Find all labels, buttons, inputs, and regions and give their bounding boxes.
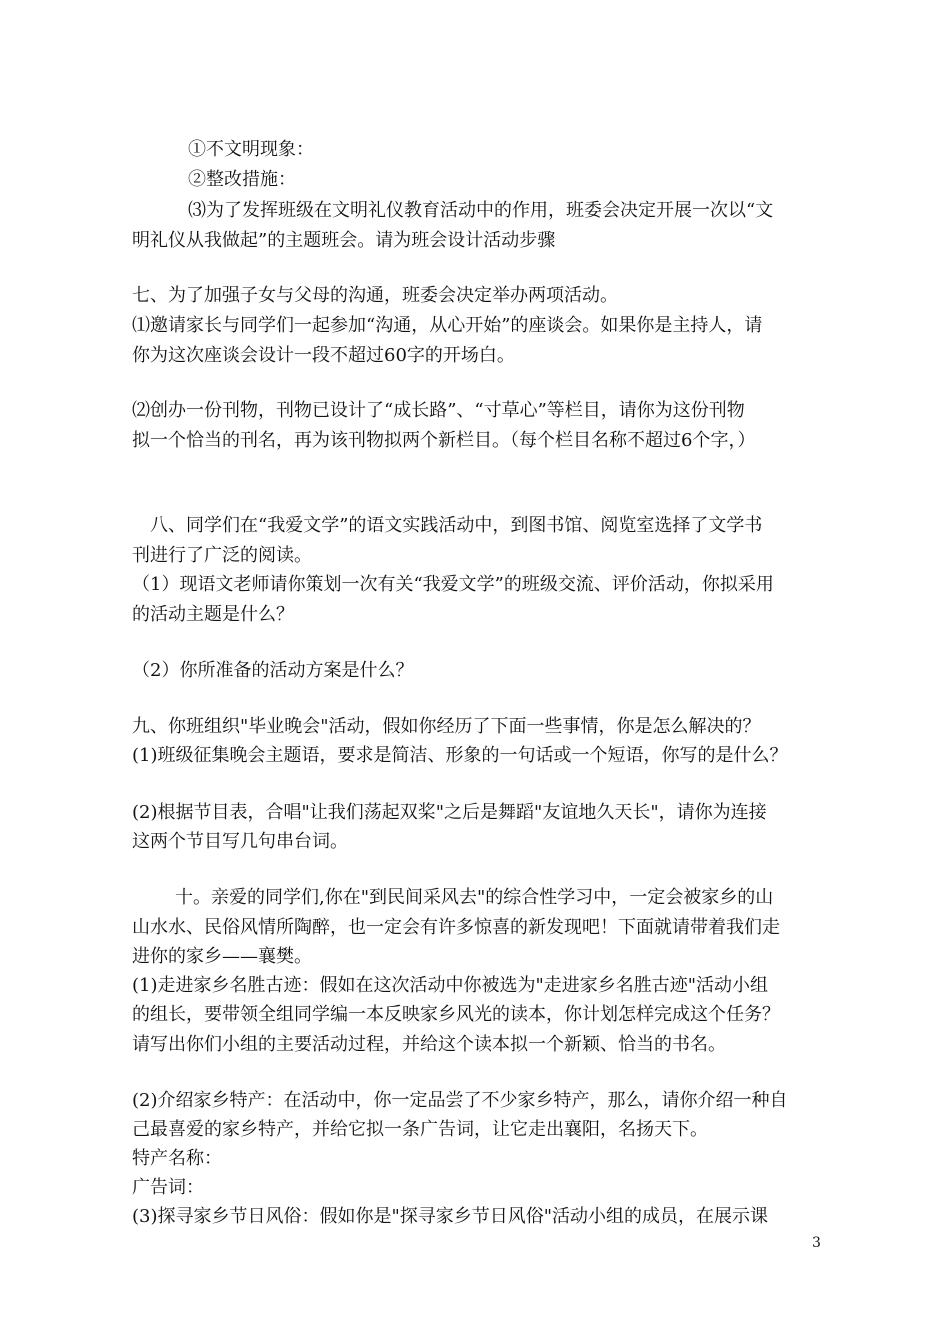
text-line: （2）你所准备的活动方案是什么？ xyxy=(132,660,414,681)
text-line: 山水水、民俗风情所陶醉，也一定会有许多惊喜的新发现吧！下面就请带着我们走 xyxy=(132,917,780,938)
text-line: ⑵创办一份刊物，刊物已设计了“成长路”、“寸草心”等栏目，请你为这份刊物 xyxy=(132,400,745,421)
text-line: 十。亲爱的同学们,你在"到民间采风去"的综合性学习中，一定会被家乡的山 xyxy=(175,887,774,908)
text-line: (1)走进家乡名胜古迹：假如在这次活动中你被选为"走进家乡名胜古迹"活动小组 xyxy=(132,975,769,996)
text-line: 刊进行了广泛的阅读。 xyxy=(132,545,312,566)
text-line: 八、同学们在“我爱文学”的语文实践活动中，到图书馆、阅览室选择了文学书 xyxy=(150,515,763,536)
text-line: (3)探寻家乡节日风俗：假如你是"探寻家乡节日风俗"活动小组的成员，在展示课 xyxy=(132,1206,769,1227)
text-line: 七、为了加强子女与父母的沟通，班委会决定举办两项活动。 xyxy=(132,285,618,306)
text-line: 广告词： xyxy=(132,1177,204,1198)
text-line: 请写出你们小组的主要活动过程，并给这个读本拟一个新颖、恰当的书名。 xyxy=(132,1034,726,1055)
text-line: 你为这次座谈会设计一段不超过60字的开场白。 xyxy=(132,345,515,366)
text-line: ⑶为了发挥班级在文明礼仪教育活动中的作用，班委会决定开展一次以“文 xyxy=(188,200,774,221)
text-line: （1）现语文老师请你策划一次有关“我爱文学”的班级交流、评价活动，你拟采用 xyxy=(132,574,774,595)
text-line: 九、你班组织"毕业晚会"活动，假如你经历了下面一些事情，你是怎么解决的？ xyxy=(132,716,761,737)
text-line: 这两个节目写几句串台词。 xyxy=(132,831,348,852)
text-line: 明礼仪从我做起”的主题班会。请为班会设计活动步骤 xyxy=(132,230,556,251)
page-number: 3 xyxy=(812,1235,821,1251)
text-line: 进你的家乡——襄樊。 xyxy=(132,946,312,967)
text-line: 己最喜爱的家乡特产，并给它拟一条广告词，让它走出襄阳，名扬天下。 xyxy=(132,1119,708,1140)
text-line: (2)介绍家乡特产：在活动中，你一定品尝了不少家乡特产，那么，请你介绍一种自 xyxy=(132,1090,788,1111)
text-line: 特产名称： xyxy=(132,1148,222,1169)
text-line: ⑴邀请家长与同学们一起参加“沟通，从心开始”的座谈会。如果你是主持人，请 xyxy=(132,315,763,336)
text-line: 的活动主题是什么？ xyxy=(132,604,294,625)
text-line: (1)班级征集晚会主题语，要求是简洁、形象的一句话或一个短语，你写的是什么？ xyxy=(132,745,788,766)
text-line: (2)根据节目表，合唱"让我们荡起双桨"之后是舞蹈"友谊地久天长"，请你为连接 xyxy=(132,802,767,823)
text-line: ②整改措施： xyxy=(188,169,296,190)
text-line: 的组长，要带领全组同学编一本反映家乡风光的读本，你计划怎样完成这个任务？ xyxy=(132,1004,780,1025)
text-line: ①不文明现象： xyxy=(188,139,314,160)
text-line: 拟一个恰当的刊名，再为该刊物拟两个新栏目。（每个栏目名称不超过6个字，） xyxy=(132,430,756,451)
